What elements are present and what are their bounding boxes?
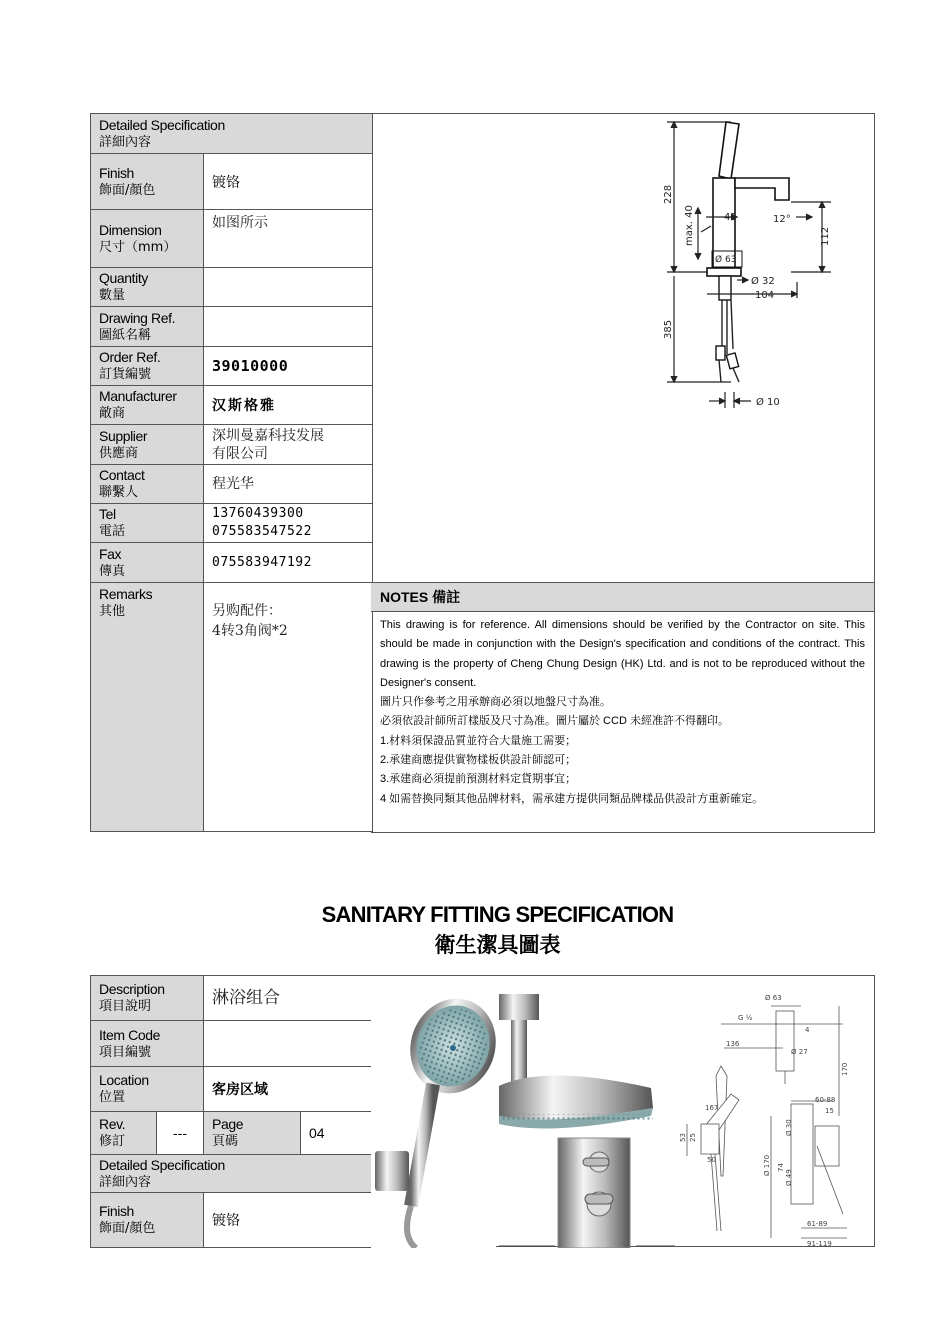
notes-box (371, 582, 875, 833)
overhead-shower-photo (499, 994, 653, 1129)
order-ref-label: Order Ref. 訂貨編號 (91, 347, 204, 386)
dim-d32: Ø 32 (751, 276, 775, 287)
dim2-g12: G ½ (738, 1014, 753, 1022)
notes-english: This drawing is for reference. All dimensions should be verified by the Contractor on site. This should be made in conjunction with the Design's specification and conditions of the contract. This drawing is the property of Cheng Chung Design (HK) Ltd. and is not to be reproduced without the Designer's consent. (380, 619, 865, 689)
notes-title: NOTES 備註 (371, 583, 874, 612)
shower-set-illustration (371, 976, 875, 1248)
spec-table-top (90, 113, 373, 832)
dim2-60-88: 60-88 (815, 1096, 836, 1104)
finish-label-bottom: Finish 飾面/顏色 (91, 1193, 204, 1248)
supplier-value: 深圳曼嘉科技发展 有限公司 (204, 425, 373, 465)
dim-d63: Ø 63 (715, 255, 737, 265)
description-value: 淋浴组合 (204, 976, 373, 1021)
dim2-d30: Ø 30 (785, 1119, 793, 1136)
notes-item: 4 如需替換同類其他品牌材料，需承建方提供同類品牌樣品供設計方重新確定。 (380, 792, 764, 805)
dim2-25: 25 (689, 1133, 697, 1142)
document-title-zh: 衛生潔具圖表 (434, 933, 561, 957)
dim2-91-119: 91-119 (807, 1240, 832, 1248)
item-code-label: Item Code 項目編號 (91, 1021, 204, 1067)
remarks-label: Remarks 其他 (91, 583, 204, 832)
dim2-d27: Ø 27 (791, 1048, 808, 1056)
dim2-4: 4 (805, 1026, 810, 1034)
dim-max40: max. 40 (684, 205, 695, 246)
dim2-d49: Ø 49 (785, 1169, 793, 1186)
dim-42: 42 (724, 212, 737, 223)
spec-table-bottom (90, 975, 373, 1248)
spec-header-bottom: Detailed Specification 詳細內容 (91, 1155, 373, 1193)
quantity-value (204, 268, 373, 307)
remarks-value: 另购配件： 4转3角阀*2 (204, 583, 373, 832)
rev-value: --- (157, 1112, 204, 1155)
notes-item: 2.承建商應提供實物樣板供設計師認可； (380, 754, 577, 767)
dim-12deg: 12° (773, 214, 791, 225)
finish-value-bottom: 镀铬 (204, 1193, 373, 1248)
order-ref-value: 39010000 (204, 347, 373, 386)
dim2-d170: Ø 170 (763, 1154, 771, 1176)
notes-body (371, 612, 874, 813)
finish-label: Finish 飾面/顏色 (91, 154, 204, 210)
description-label: Description 項目說明 (91, 976, 204, 1021)
contact-value: 程光华 (204, 465, 373, 504)
location-value: 客房区域 (204, 1067, 373, 1112)
finish-value: 镀铬 (204, 154, 373, 210)
dim2-50: 50 (707, 1156, 716, 1164)
product-image-frame (371, 975, 875, 1247)
fax-value: 075583947192 (204, 543, 373, 583)
dim2-74: 74 (777, 1163, 785, 1172)
document-title-en: SANITARY FITTING SPECIFICATION (321, 902, 674, 927)
dim2-d63: Ø 63 (765, 994, 782, 1002)
dim2-15: 15 (825, 1107, 834, 1115)
tel-value: 13760439300 075583547522 (204, 504, 373, 543)
drawing-ref-value (204, 307, 373, 347)
contact-label: Contact 聯繫人 (91, 465, 204, 504)
hand-shower-photo (371, 976, 509, 1248)
dim2-61-89: 61-89 (807, 1220, 828, 1228)
dimension-label: Dimension 尺寸（mm） (91, 210, 204, 268)
drawing-ref-label: Drawing Ref. 圖紙名稱 (91, 307, 204, 347)
spec-header: Detailed Specification 詳細內容 (91, 114, 373, 154)
dim-385: 385 (663, 319, 674, 339)
fax-label: Fax 傳真 (91, 543, 204, 583)
location-label: Location 位置 (91, 1067, 204, 1112)
notes-item: 3.承建商必須提前預測材料定貨期事宜； (380, 773, 577, 786)
notes-zh-1: 圖片只作參考之用承辦商必須以地盤尺寸為准。 (380, 696, 611, 709)
notes-item: 1.材料須保證品質並符合大量施工需要； (380, 734, 577, 747)
manufacturer-value: 汉斯格雅 (204, 386, 373, 425)
dim2-53: 53 (679, 1133, 687, 1142)
supplier-label: Supplier 供應商 (91, 425, 204, 465)
item-code-value (204, 1021, 373, 1067)
dim-228: 228 (663, 184, 674, 204)
page-label: Page 頁碼 (204, 1112, 301, 1155)
dim-104: 104 (755, 290, 775, 301)
drawing-frame-top (371, 113, 875, 583)
shower-technical-drawing (687, 1006, 847, 1238)
mixer-valve-photo (499, 1138, 675, 1248)
manufacturer-label: Manufacturer 敵商 (91, 386, 204, 425)
faucet-technical-drawing (371, 114, 875, 584)
dim2-136: 136 (726, 1040, 740, 1048)
dim-d10: Ø 10 (756, 397, 780, 408)
tel-label: Tel 電話 (91, 504, 204, 543)
dim-112: 112 (820, 226, 831, 246)
quantity-label: Quantity 數量 (91, 268, 204, 307)
dim2-170: 170 (841, 1062, 849, 1076)
page-value: 04 (301, 1112, 373, 1155)
notes-zh-2: 必須依設計師所訂樣版及尺寸為准。圖片屬於 CCD 未經准許不得翻印。 (380, 715, 729, 728)
rev-label: Rev. 修訂 (91, 1112, 157, 1155)
dim2-167: 167 (705, 1104, 719, 1112)
dimension-value: 如图所示 (204, 210, 373, 268)
